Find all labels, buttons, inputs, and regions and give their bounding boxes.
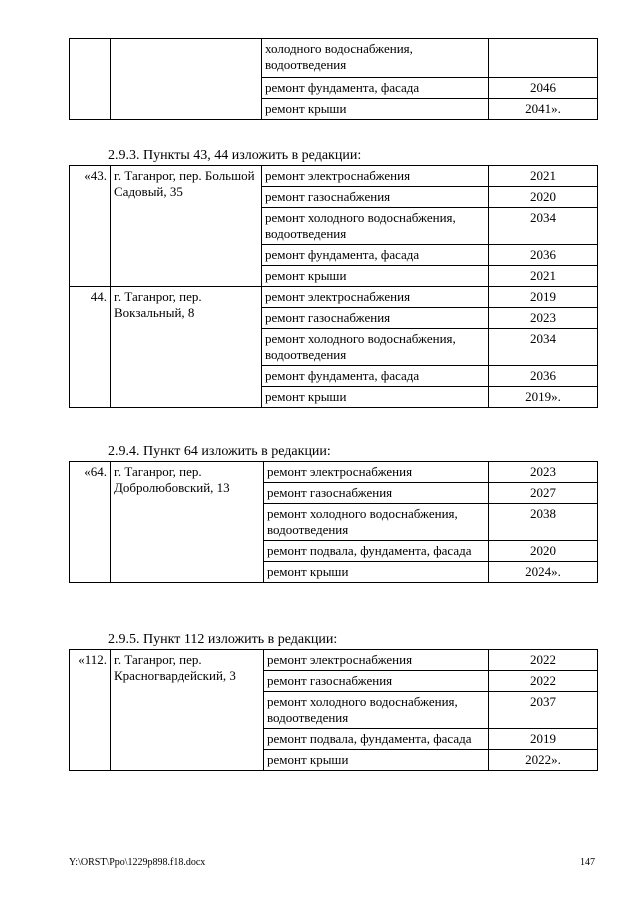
year-cell: 2041». xyxy=(489,99,598,120)
work-type-cell: ремонт газоснабжения xyxy=(264,671,489,692)
page-number: 147 xyxy=(580,857,595,868)
item-number-cell: «43. xyxy=(70,166,111,287)
year-cell: 2021 xyxy=(489,266,598,287)
continuation-table xyxy=(69,38,598,120)
section-2-9-3-table xyxy=(69,165,598,408)
year-cell xyxy=(489,39,598,78)
work-type-cell: ремонт крыши xyxy=(264,562,489,583)
item-number-cell: 44. xyxy=(70,287,111,408)
address-cell xyxy=(111,39,262,120)
work-type-cell: ремонт крыши xyxy=(262,387,489,408)
work-type-cell: ремонт газоснабжения xyxy=(264,483,489,504)
section-heading-2-9-4: 2.9.4. Пункт 64 изложить в редакции: xyxy=(108,444,331,459)
year-cell: 2020 xyxy=(489,541,598,562)
work-type-cell: ремонт электроснабжения xyxy=(262,166,489,187)
year-cell: 2022». xyxy=(489,750,598,771)
year-cell: 2021 xyxy=(489,166,598,187)
section-2-9-5-table xyxy=(69,649,598,771)
year-cell: 2034 xyxy=(489,329,598,366)
table-row xyxy=(70,462,598,483)
table-row xyxy=(70,39,598,78)
table-row xyxy=(70,650,598,671)
footer-file-path: Y:\ORST\Ppo\1229p898.f18.docx xyxy=(69,857,206,868)
item-number-cell xyxy=(70,39,111,120)
year-cell: 2020 xyxy=(489,187,598,208)
work-type-cell: ремонт фундамента, фасада xyxy=(262,245,489,266)
year-cell: 2022 xyxy=(489,671,598,692)
year-cell: 2019 xyxy=(489,729,598,750)
work-type-cell: ремонт холодного водоснабжения, водоотведения xyxy=(264,504,489,541)
year-cell: 2036 xyxy=(489,245,598,266)
year-cell: 2034 xyxy=(489,208,598,245)
section-2-9-4-table xyxy=(69,461,598,583)
work-type-cell: ремонт крыши xyxy=(262,99,489,120)
work-type-cell: ремонт холодного водоснабжения, водоотведения xyxy=(264,692,489,729)
work-type-cell: ремонт электроснабжения xyxy=(264,462,489,483)
work-type-cell: ремонт холодного водоснабжения, водоотведения xyxy=(262,329,489,366)
work-type-cell: ремонт подвала, фундамента, фасада xyxy=(264,541,489,562)
section-heading-2-9-5: 2.9.5. Пункт 112 изложить в редакции: xyxy=(108,632,338,647)
year-cell: 2027 xyxy=(489,483,598,504)
year-cell: 2037 xyxy=(489,692,598,729)
work-type-cell: ремонт крыши xyxy=(262,266,489,287)
year-cell: 2046 xyxy=(489,78,598,99)
work-type-cell: ремонт электроснабжения xyxy=(262,287,489,308)
section-heading-2-9-3: 2.9.3. Пункты 43, 44 изложить в редакции: xyxy=(108,148,362,163)
year-cell: 2036 xyxy=(489,366,598,387)
year-cell: 2022 xyxy=(489,650,598,671)
work-type-cell: ремонт газоснабжения xyxy=(262,187,489,208)
work-type-cell: ремонт газоснабжения xyxy=(262,308,489,329)
year-cell: 2038 xyxy=(489,504,598,541)
year-cell: 2023 xyxy=(489,462,598,483)
work-type-cell: ремонт крыши xyxy=(264,750,489,771)
address-cell: г. Таганрог, пер. Добролюбовский, 13 xyxy=(111,462,264,583)
item-number-cell: «64. xyxy=(70,462,111,583)
work-type-cell: холодного водоснабжения, водоотведения xyxy=(262,39,489,78)
address-cell: г. Таганрог, пер. Большой Садовый, 35 xyxy=(111,166,262,287)
work-type-cell: ремонт фундамента, фасада xyxy=(262,78,489,99)
work-type-cell: ремонт подвала, фундамента, фасада xyxy=(264,729,489,750)
item-number-cell: «112. xyxy=(70,650,111,771)
year-cell: 2019». xyxy=(489,387,598,408)
year-cell: 2023 xyxy=(489,308,598,329)
year-cell: 2019 xyxy=(489,287,598,308)
address-cell: г. Таганрог, пер. Красногвардейский, 3 xyxy=(111,650,264,771)
table-row xyxy=(70,287,598,308)
work-type-cell: ремонт электроснабжения xyxy=(264,650,489,671)
address-cell: г. Таганрог, пер. Вокзальный, 8 xyxy=(111,287,262,408)
table-row xyxy=(70,166,598,187)
work-type-cell: ремонт фундамента, фасада xyxy=(262,366,489,387)
work-type-cell: ремонт холодного водоснабжения, водоотведения xyxy=(262,208,489,245)
year-cell: 2024». xyxy=(489,562,598,583)
